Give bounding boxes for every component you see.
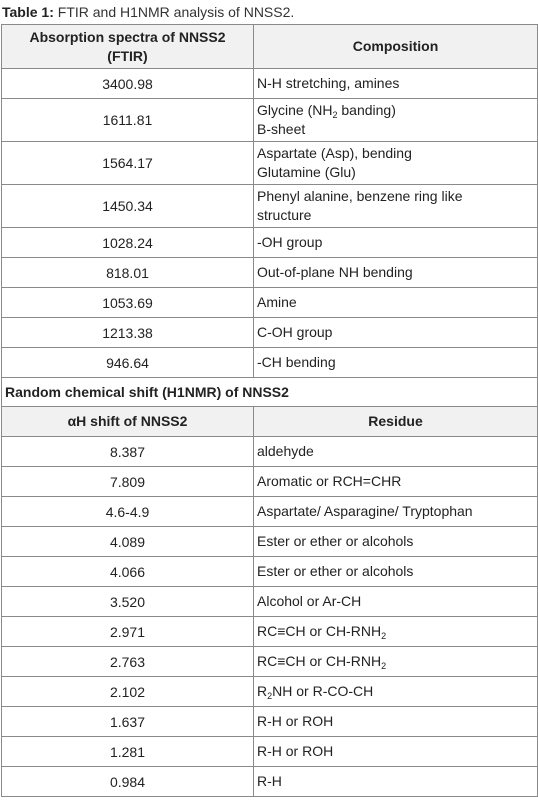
text-line-2: B-sheet [257,121,306,137]
value-cell: 946.64 [2,348,254,378]
value-cell: 8.387 [2,437,254,467]
text-part: -CH bending [257,354,336,370]
text-part: C-OH group [257,324,333,340]
table-row [2,497,538,527]
text-part: R-H or ROH [257,743,334,759]
text-part: -OH group [257,234,323,250]
subscript: 2 [381,661,387,671]
text-part: NH or R-CO-CH [272,683,374,699]
value-cell: 2.763 [2,647,254,677]
text-part: aldehyde [257,443,314,459]
table-row [2,587,538,617]
description-cell [254,497,538,527]
description-cell [254,707,538,737]
description-cell [254,677,538,707]
text-part: N-H stretching, amines [257,75,400,91]
description-cell [254,185,538,228]
text-part: Phenyl alanine, benzene ring like [257,188,463,204]
description-cell [254,587,538,617]
caption-text: FTIR and H1NMR analysis of NNSS2. [53,4,295,20]
table-row [2,288,538,318]
description-cell [254,527,538,557]
nmr-header-row [2,407,538,437]
text-line-2: structure [257,207,312,223]
value-cell: 4.6-4.9 [2,497,254,527]
table-row [2,707,538,737]
description-cell [254,318,538,348]
text-part: RC≡CH or CH-RNH [257,623,382,639]
ftir-body [2,69,538,378]
description-cell [254,437,538,467]
text-part: R [257,683,268,699]
description-cell [254,767,538,797]
table-row [2,142,538,185]
text-line-2: Glutamine (Glu) [257,164,356,180]
subscript: 2 [332,110,338,120]
table-row [2,617,538,647]
nmr-body [2,437,538,797]
text-part: Amine [257,294,297,310]
description-cell [254,258,538,288]
description-cell [254,737,538,767]
value-cell: 4.066 [2,557,254,587]
ftir-header-row [2,25,538,69]
table-row [2,185,538,228]
text-part: R-H [257,773,282,789]
table-row [2,737,538,767]
text-part: Ester or ether or alcohols [257,533,414,549]
text-part: Out-of-plane NH bending [257,264,413,280]
value-cell: 2.971 [2,617,254,647]
table-row [2,69,538,99]
nmr-section-row [2,378,538,407]
table-row [2,527,538,557]
nmr-col1-header: αH shift of NNSS2 [2,407,254,437]
text-part: Aromatic or RCH=CHR [257,473,402,489]
description-cell [254,142,538,185]
table-row [2,647,538,677]
text-part: Aspartate/ Asparagine/ Tryptophan [257,503,473,519]
value-cell: 1.281 [2,737,254,767]
nmr-section-title: Random chemical shift (H1NMR) of NNSS2 [2,378,538,407]
value-cell: 1053.69 [2,288,254,318]
text-part: Alcohol or Ar-CH [257,593,362,609]
table-row [2,467,538,497]
ftir-col1-header: Absorption spectra of NNSS2 (FTIR) [2,25,254,69]
text-part: Aspartate (Asp), bending [257,145,412,161]
description-cell [254,348,538,378]
description-cell [254,617,538,647]
ftir-col2-header: Composition [254,25,538,69]
table-row [2,228,538,258]
description-cell [254,557,538,587]
value-cell: 3400.98 [2,69,254,99]
table-row [2,677,538,707]
description-cell [254,69,538,99]
nmr-section [2,378,538,437]
value-cell: 1.637 [2,707,254,737]
text-part: banding) [337,102,396,118]
nmr-col2-header: Residue [254,407,538,437]
value-cell: 1028.24 [2,228,254,258]
value-cell: 2.102 [2,677,254,707]
table-row [2,258,538,288]
value-cell: 7.809 [2,467,254,497]
value-cell: 1213.38 [2,318,254,348]
text-part: Glycine (NH [257,102,333,118]
value-cell: 4.089 [2,527,254,557]
description-cell [254,228,538,258]
table-row [2,767,538,797]
table-row [2,318,538,348]
text-part: RC≡CH or CH-RNH [257,653,382,669]
description-cell [254,647,538,677]
value-cell: 3.520 [2,587,254,617]
description-cell [254,99,538,142]
table-row [2,99,538,142]
value-cell: 1564.17 [2,142,254,185]
table-row [2,348,538,378]
text-part: R-H or ROH [257,713,334,729]
value-cell: 1450.34 [2,185,254,228]
value-cell: 1611.81 [2,99,254,142]
subscript: 2 [267,691,273,701]
description-cell [254,467,538,497]
analysis-table [1,24,538,797]
table-row [2,437,538,467]
value-cell: 0.984 [2,767,254,797]
text-part: Ester or ether or alcohols [257,563,414,579]
table-row [2,557,538,587]
table-caption [0,0,538,24]
value-cell: 818.01 [2,258,254,288]
description-cell [254,288,538,318]
subscript: 2 [381,631,387,641]
caption-label: Table 1: [2,4,54,20]
